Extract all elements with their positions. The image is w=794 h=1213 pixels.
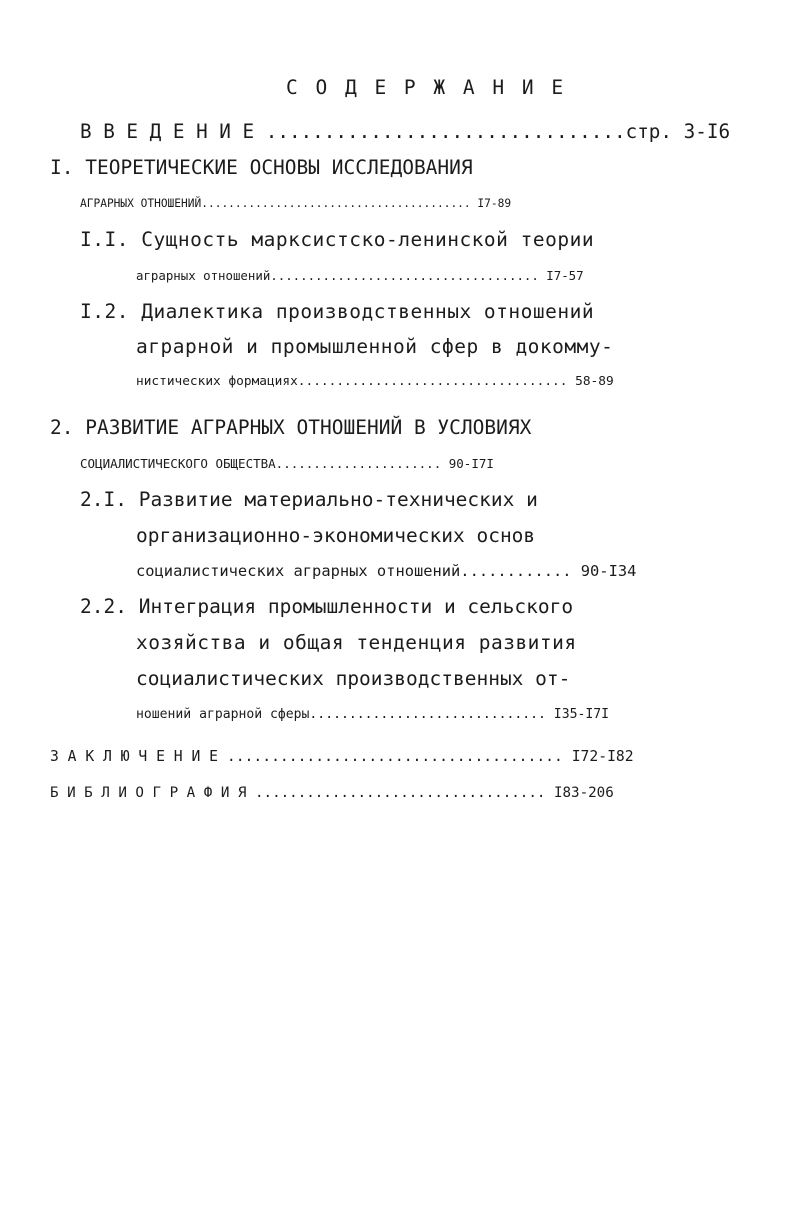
toc-line-section-2-1-cont: организационно-экономических основ (136, 524, 536, 547)
toc-line-section-1-2-cont: аграрной и промышленной сфер в докомму- (136, 335, 614, 358)
toc-line-section-2-2-title: 2.2. Интеграция промышленности и сельского (80, 595, 574, 618)
toc-line-introduction: В В Е Д Е Н И Е ...............................стр. 3-I6 (80, 120, 731, 143)
toc-line-chapter-1-entry: АГРАРНЫХ ОТНОШЕНИЙ........................................ I7-89 (80, 197, 512, 210)
toc-line-chapter-1-title: I. ТЕОРЕТИЧЕСКИЕ ОСНОВЫ ИССЛЕДОВАНИЯ (50, 156, 473, 179)
toc-title: С О Д Е Р Ж А Н И Е (286, 76, 567, 99)
toc-line-section-2-1-entry: социалистических аграрных отношений............ 90-I34 (136, 562, 637, 580)
toc-line-section-2-2-entry: ношений аграрной сферы.............................. I35-I7I (136, 707, 609, 722)
toc-line-bibliography: Б И Б Л И О Г Р А Ф И Я .................................. I83-206 (50, 785, 614, 801)
toc-line-section-1-2-entry: нистических формациях................................... 58-89 (136, 374, 614, 389)
toc-line-section-1-1-entry: аграрных отношений.................................... I7-57 (136, 268, 584, 283)
toc-line-section-2-2-cont-1: хозяйства и общая тенденция развития (136, 631, 577, 654)
toc-line-chapter-2-entry: СОЦИАЛИСТИЧЕСКОГО ОБЩЕСТВА...................... 90-I7I (80, 456, 494, 471)
toc-line-conclusion: З А К Л Ю Ч Е Н И Е ...................................... I72-I82 (50, 748, 634, 765)
toc-line-section-1-1-title: I.I. Сущность марксистско-ленинской теории (80, 228, 595, 251)
toc-line-chapter-2-title: 2. РАЗВИТИЕ АГРАРНЫХ ОТНОШЕНИЙ В УСЛОВИЯХ (50, 416, 532, 439)
toc-line-section-2-2-cont-2: социалистических производственных от- (136, 667, 571, 690)
toc-line-section-1-2-title: I.2. Диалектика производственных отношений (80, 300, 595, 323)
toc-line-section-2-1-title: 2.I. Развитие материально-технических и (80, 488, 538, 511)
